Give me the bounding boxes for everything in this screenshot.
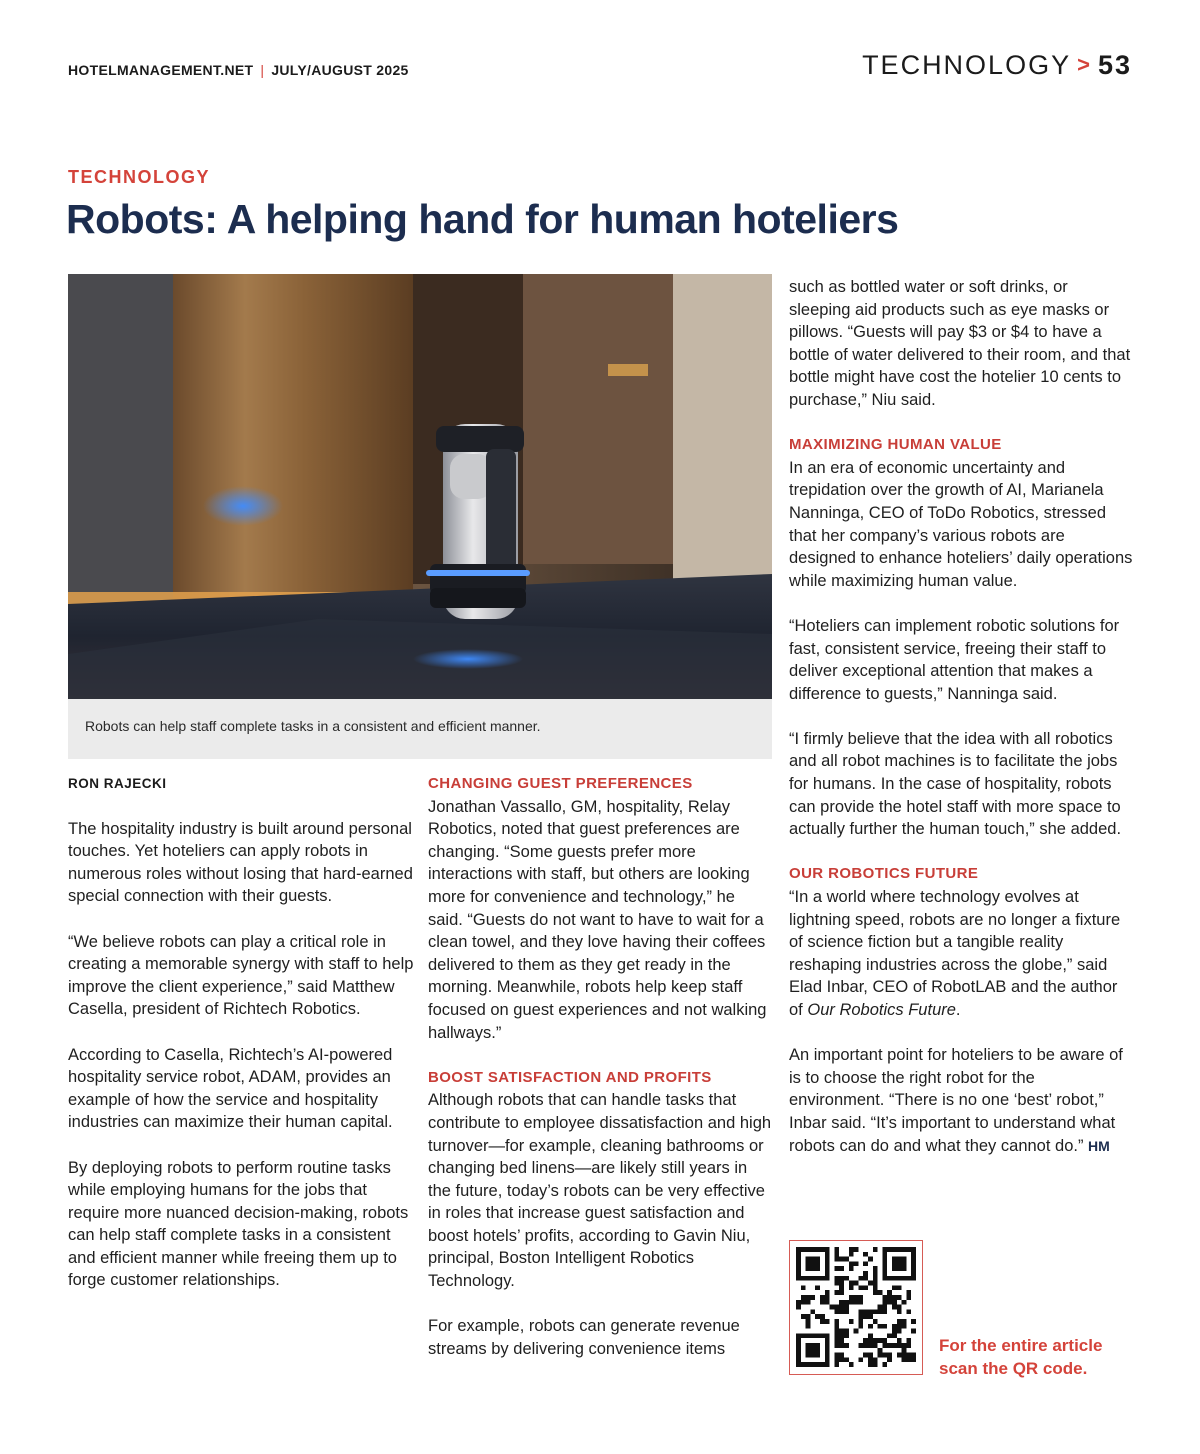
paragraph-end: . [955,1001,961,1019]
page-number: 53 [1097,50,1132,80]
article-kicker: TECHNOLOGY [68,167,211,187]
section-name: TECHNOLOGY [862,50,1072,80]
paragraph: By deploying robots to perform routine tasks while employing humans for the jobs that require more nuanced decision-making, robots can help staff complete tasks in a consistent and efficient manner while freeing them up to forge customer relationships. [68,1158,409,1290]
subheading-boost-satisfaction: BOOST SATISFACTION AND PROFITS [428,1068,712,1086]
book-title: Our Robotics Future [807,1001,956,1019]
paragraph: “We believe robots can play a critical role in creating a memorable synergy with staff to help improve the client experience,” said Matthew Casella, president of Richtech Robotics. [68,932,414,1019]
issue-date: JULY/AUGUST 2025 [271,62,409,78]
qr-text-line-2: scan the QR code. [939,1358,1088,1378]
paragraph [789,1044,1133,1157]
paragraph-text: “In a world where technology evolves at lightning speed, robots are no longer a fixture of science fiction but a tangible reality reshaping industries across the globe,” said Elad Inbar, CEO of RobotLAB and the author of [789,888,1121,1019]
qr-code-icon [796,1247,916,1367]
paragraph: “I firmly believe that the idea with all robotics and all robot machines is to facilitate the jobs for humans. In the case of hospitality, robots can provide the hotel staff with more space to actually further the human touch,” she added. [789,729,1122,839]
paragraph: “Hoteliers can implement robotic solutions for fast, consistent service, freeing their staff to deliver exceptional attention that makes a difference to guests,” Nanninga said. [789,616,1120,703]
paragraph: Jonathan Vassallo, GM, hospitality, Relay Robotics, noted that guest preferences are changing. “Some guests prefer more interactions with staff, but others are looking more for convenience and technology,” he said. “Guests do not want to have to wait for a clean towel, and they love having their coffees delivered to them as they get ready in the morning. Meanwhile, robots help keep staff focused on guest experiences and not walking hallways.” [428,797,767,1042]
article-column-3 [789,276,1133,1180]
header-separator: | [260,62,265,78]
robot-photo [68,274,772,699]
subheading-maximizing-human-value: MAXIMIZING HUMAN VALUE [789,436,1002,454]
chevron-right-icon: > [1077,52,1092,77]
qr-instructions [939,1335,1102,1380]
paragraph: The hospitality industry is built around personal touches. Yet hoteliers can apply robots in numerous roles without losing that hard-earned special connection with their guests. [68,819,413,906]
publication-header [68,62,409,78]
qr-text-line-1: For the entire article [939,1336,1103,1355]
photo-caption-box [68,699,772,759]
paragraph: such as bottled water or soft drinks, or sleeping aid products such as eye masks or pillows. “Guests will pay $3 or $4 to have a bottle of water delivered to their room, and that bottle might have cost the hotelier 10 cents to purchase,” Niu said. [789,278,1131,409]
signoff-mark: HM [1088,1137,1110,1154]
paragraph [789,886,1133,1022]
site-name: HOTELMANAGEMENT.NET [68,62,254,78]
subheading-changing-guest-preferences: CHANGING GUEST PREFERENCES [428,775,693,792]
paragraph-text: An important point for hoteliers to be aware of is to choose the right robot for the environment. “There is no one ‘best’ robot,” Inbar said. “It’s important to understand what robots can do and what they cannot do.” [789,1046,1123,1155]
paragraph: In an era of economic uncertainty and trepidation over the growth of AI, Marianela Nanninga, CEO of ToDo Robotics, stressed that her company’s various robots are designed to enhance hoteliers’ daily operations while maximizing human value. [789,458,1133,590]
hotel-robot-image [68,274,772,699]
photo-caption: Robots can help staff complete tasks in a consistent and efficient manner. [85,718,541,734]
article-title: Robots: A helping hand for human hoteliers [66,196,899,242]
article-column-2 [428,773,773,1383]
paragraph: Although robots that can handle tasks that contribute to employee dissatisfaction and high turnover—for example, cleaning bathrooms or changing bed linens—are likely still years in the future, today’s robots can be very effective in roles that increase guest satisfaction and boost hotels’ profits, according to Gavin Niu, principal, Boston Intelligent Robotics Technology. [428,1091,772,1291]
paragraph: According to Casella, Richtech’s AI-powered hospitality service robot, ADAM, provides an example of how the service and hospitality industries can maximize their human capital. [68,1045,393,1132]
qr-code[interactable] [789,1240,923,1375]
article-column-1 [68,773,418,1315]
section-header [862,50,1132,81]
paragraph: For example, robots can generate revenue streams by delivering convenience items [428,1317,740,1358]
subheading-our-robotics-future: OUR ROBOTICS FUTURE [789,865,979,883]
byline: RON RAJECKI [68,776,167,791]
